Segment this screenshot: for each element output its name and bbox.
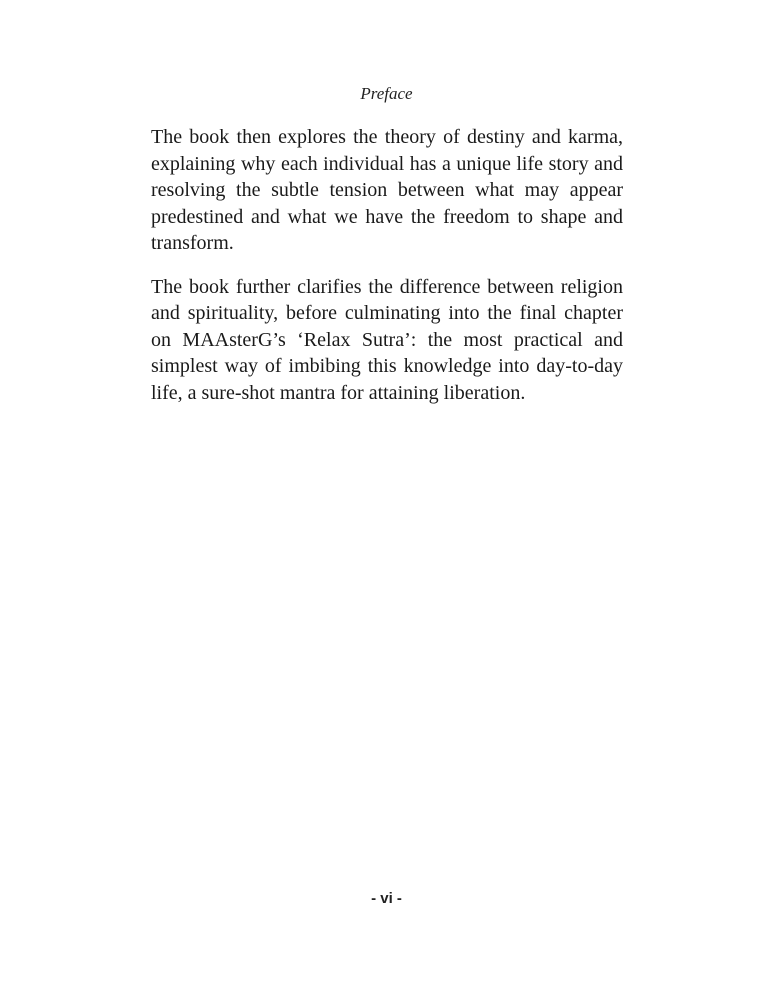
- paragraph: The book further clarifies the difference between religion and spirituality, before culminating into the final chapter on MAAsterG’s ‘Relax Sutra’: the most practical and simplest way of imbibing this knowledge into day-to-day life, a sure-shot mantra for attaining liberation.: [151, 275, 623, 404]
- body-text: [151, 124, 623, 423]
- page-number: - vi -: [371, 890, 402, 907]
- running-head: Preface: [360, 84, 413, 103]
- paragraph: The book then explores the theory of destiny and karma, explaining why each individual has a unique life story and resolving the subtle tension between what may appear predestined and what we have the freedom to shape and transform.: [151, 126, 623, 254]
